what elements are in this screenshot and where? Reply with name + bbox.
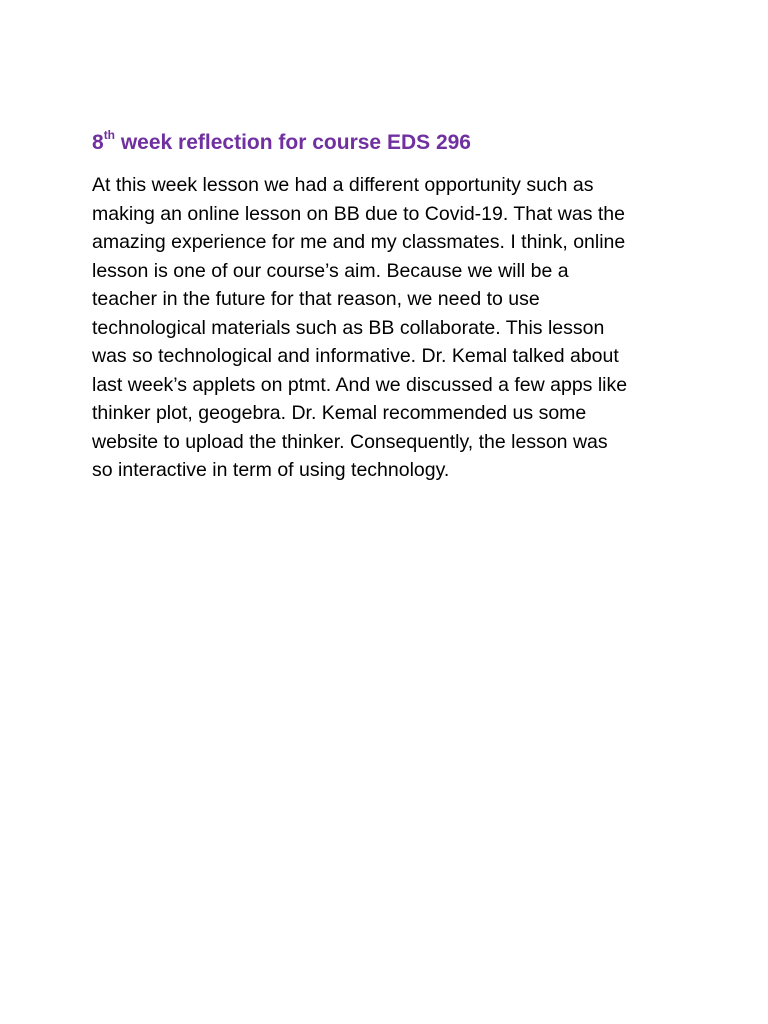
- title-text: week reflection for course EDS 296: [115, 131, 471, 154]
- paragraph-line: teacher in the future for that reason, we need to use: [92, 288, 540, 310]
- title-superscript: th: [103, 128, 116, 142]
- paragraph-line: so interactive in term of using technology.: [92, 459, 450, 481]
- paragraph-line: last week’s applets on ptmt. And we discussed a few apps like: [92, 373, 628, 396]
- paragraph-line: At this week lesson we had a different opportunity such as: [92, 174, 594, 196]
- paragraph-line: making an online lesson on BB due to Covid-19. That was the: [92, 202, 625, 225]
- paragraph-line: technological materials such as BB collaborate. This lesson: [92, 316, 605, 339]
- reflection-paragraph: [92, 171, 712, 485]
- paragraph-line: was so technological and informative. Dr. Kemal talked about: [92, 345, 619, 367]
- paragraph-line: lesson is one of our course’s aim. Because we will be a: [92, 259, 569, 282]
- document-title: [92, 128, 471, 158]
- paragraph-line: amazing experience for me and my classmates. I think, online: [92, 231, 626, 253]
- paragraph-line: thinker plot, geogebra. Dr. Kemal recommended us some: [92, 402, 587, 424]
- title-number: 8: [92, 131, 104, 154]
- paragraph-line: website to upload the thinker. Consequently, the lesson was: [92, 430, 608, 453]
